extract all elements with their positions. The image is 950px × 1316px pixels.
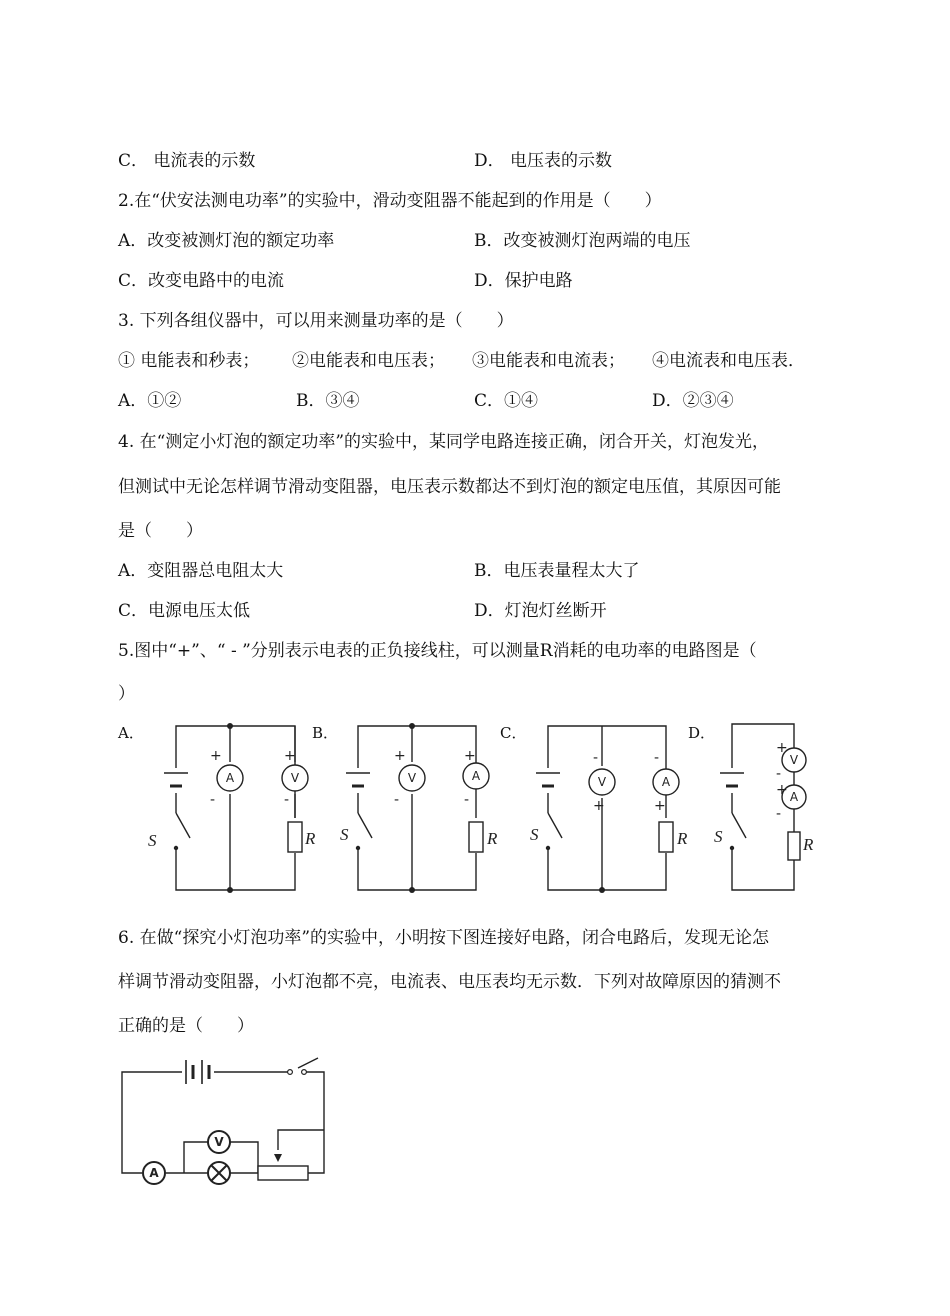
q4-option-a: A．变阻器总电阻太大 [118, 561, 284, 581]
q2-stem: 2.在“伏安法测电功率”的实验中，滑动变阻器不能起到的作用是（ ） [118, 191, 662, 211]
q4-line-1: 4. 在“测定小灯泡的额定功率”的实验中，某同学电路连接正确，闭合开关，灯泡发光， [118, 432, 770, 452]
lamp-icon [208, 1162, 230, 1184]
q3-item-3: ③电能表和电流表； [472, 351, 625, 371]
voltmeter-plus: + [394, 748, 406, 764]
svg-text:A: A [471, 769, 481, 783]
junction-node [227, 887, 233, 893]
battery-icon [346, 773, 370, 786]
voltmeter-minus: - [776, 766, 782, 782]
q3-option-c: C．①④ [474, 391, 539, 411]
svg-text:V: V [290, 771, 300, 785]
q3-option-d: D．②③④ [652, 391, 734, 411]
q3-item-2: ②电能表和电压表； [292, 351, 445, 371]
circuit-diagram-a [140, 718, 316, 900]
ammeter-icon [653, 769, 679, 795]
switch-label: S [714, 827, 723, 846]
q6-line-2: 样调节滑动变阻器，小灯泡都不亮，电流表、电压表均无示数．下列对故障原因的猜测不 [118, 972, 781, 992]
battery-icon [186, 1060, 209, 1084]
q3-stem: 3. 下列各组仪器中，可以用来测量功率的是（ ） [118, 311, 514, 331]
resistor-icon [659, 822, 673, 852]
resistor-label: R [305, 829, 316, 848]
junction-node [227, 723, 233, 729]
q1-option-c: C． 电流表的示数 [118, 151, 256, 171]
q2-option-b: B．改变被测灯泡两端的电压 [474, 231, 691, 251]
voltmeter-plus: + [776, 740, 788, 756]
switch-pivot [174, 846, 178, 850]
battery-icon [720, 773, 744, 786]
voltmeter-icon [208, 1131, 230, 1153]
junction-node [409, 723, 415, 729]
voltmeter-minus: - [284, 792, 290, 808]
battery-icon [164, 773, 188, 786]
svg-text:A: A [149, 1166, 159, 1180]
svg-text:V: V [407, 771, 417, 785]
voltmeter-icon [399, 765, 425, 791]
resistor-label: R [803, 835, 814, 854]
circuit-diagram-d [708, 718, 818, 900]
q5-line-2: ） [118, 684, 135, 704]
ammeter-plus: + [464, 748, 476, 764]
resistor-icon [288, 822, 302, 852]
resistor-label: R [677, 829, 688, 848]
svg-text:A: A [661, 775, 671, 789]
ammeter-plus: + [210, 748, 222, 764]
q6-line-3: 正确的是（ ） [118, 1016, 254, 1036]
battery-icon [536, 773, 560, 786]
q3-item-4: ④电流表和电压表． [652, 351, 805, 371]
voltmeter-plus: + [593, 798, 605, 814]
q2-option-c: C．改变电路中的电流 [118, 271, 285, 291]
q3-option-b: B．③④ [296, 391, 360, 411]
switch-pivot [546, 846, 550, 850]
ammeter-icon [143, 1162, 165, 1184]
q6-line-1: 6. 在做“探究小灯泡功率”的实验中，小明按下图连接好电路，闭合电路后，发现无论怎 [118, 928, 770, 948]
svg-text:V: V [214, 1135, 224, 1149]
voltmeter-plus: + [284, 748, 296, 764]
q1-option-d: D． 电压表的示数 [474, 151, 613, 171]
q4-option-c: C．电源电压太低 [118, 601, 251, 621]
switch-pivot [356, 846, 360, 850]
svg-text:V: V [789, 753, 799, 767]
ammeter-icon [217, 765, 243, 791]
switch-label: S [530, 825, 539, 844]
switch-label: S [148, 831, 157, 850]
circuit-a-wires [176, 726, 295, 890]
circuit-diagram-c [526, 718, 696, 900]
svg-text:V: V [597, 775, 607, 789]
ammeter-plus: + [654, 798, 666, 814]
svg-text:A: A [789, 790, 799, 804]
q2-option-a: A．改变被测灯泡的额定功率 [118, 231, 335, 251]
resistor-icon [788, 832, 800, 860]
q4-line-2: 但测试中无论怎样调节滑动变阻器，电压表示数都达不到灯泡的额定电压值，其原因可能 [118, 477, 781, 497]
switch-contact [302, 1070, 307, 1075]
switch-contact [288, 1070, 293, 1075]
ammeter-minus: - [654, 750, 660, 766]
q4-line-3: 是（ ） [118, 521, 203, 541]
resistor-label: R [487, 829, 498, 848]
q3-item-1: ① 电能表和秒表； [118, 351, 260, 371]
q2-option-d: D．保护电路 [474, 271, 573, 291]
ammeter-minus: - [776, 806, 782, 822]
resistor-icon [469, 822, 483, 852]
circuit-b-label: B． [312, 724, 339, 742]
circuit-c-wires [548, 726, 666, 890]
q6-circuit-wires [122, 1058, 324, 1173]
junction-node [409, 887, 415, 893]
circuit-diagram-b [336, 718, 506, 900]
switch-pivot [730, 846, 734, 850]
ammeter-icon [463, 763, 489, 789]
circuit-b-wires [358, 726, 476, 890]
rheostat-icon [258, 1154, 308, 1180]
q6-circuit-diagram [118, 1050, 338, 1190]
q5-line-1: 5.图中“+”、“ - ”分别表示电表的正负接线柱，可以测量R消耗的电功率的电路图是（ [118, 641, 757, 661]
switch-label: S [340, 825, 349, 844]
voltmeter-icon [282, 765, 308, 791]
circuit-a-label: A． [118, 724, 144, 742]
q4-option-b: B．电压表量程太大了 [474, 561, 640, 581]
circuit-d-label: D． [688, 724, 716, 742]
ammeter-minus: - [464, 792, 470, 808]
voltmeter-minus: - [394, 792, 400, 808]
q4-option-d: D．灯泡灯丝断开 [474, 601, 607, 621]
voltmeter-icon [589, 769, 615, 795]
ammeter-plus: + [776, 782, 788, 798]
junction-node [599, 887, 605, 893]
svg-text:A: A [225, 771, 235, 785]
ammeter-minus: - [210, 792, 216, 808]
voltmeter-minus: - [593, 750, 599, 766]
q3-option-a: A．①② [118, 391, 182, 411]
circuit-c-label: C． [500, 724, 527, 742]
